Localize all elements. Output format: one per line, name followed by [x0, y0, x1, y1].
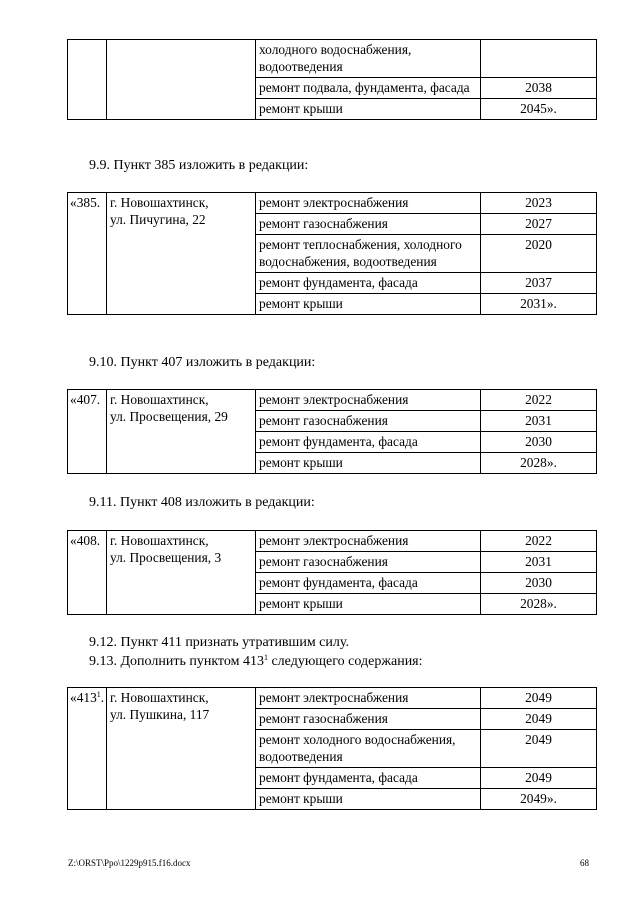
year-cell: 2037 [481, 273, 597, 294]
paragraph-9-9: 9.9. Пункт 385 изложить в редакции: [89, 158, 309, 173]
address-city: г. Новошахтинск, [110, 533, 209, 548]
paragraph-text: следующего содержания: [267, 654, 423, 669]
work-cell: ремонт крыши [256, 99, 481, 120]
paragraph-9-13 [89, 653, 423, 671]
address-street: ул. Просвещения, 3 [110, 550, 222, 565]
work-cell: ремонт крыши [256, 453, 481, 474]
year-cell: 2045». [481, 99, 597, 120]
address-city: г. Новошахтинск, [110, 392, 209, 407]
year-cell: 2028». [481, 594, 597, 615]
work-cell: ремонт подвала, фундамента, фасада [256, 78, 481, 99]
year-cell: 2022 [481, 531, 597, 552]
item-number-cell [68, 688, 107, 810]
item-number-dot: . [100, 690, 105, 705]
address-cell [107, 40, 256, 120]
superscript: 1 [96, 690, 101, 699]
table-row [68, 688, 597, 709]
year-cell [481, 40, 597, 78]
paragraph-9-11: 9.11. Пункт 408 изложить в редакции: [89, 495, 315, 510]
item-number-cell: «408. [68, 531, 107, 615]
work-cell: ремонт крыши [256, 294, 481, 315]
year-cell: 2030 [481, 432, 597, 453]
work-cell: ремонт электроснабжения [256, 531, 481, 552]
table-385 [67, 192, 597, 315]
year-cell: 2049». [481, 789, 597, 810]
year-cell: 2031 [481, 552, 597, 573]
address-city: г. Новошахтинск, [110, 195, 209, 210]
work-cell: ремонт фундамента, фасада [256, 273, 481, 294]
footer-page-number: 68 [580, 858, 589, 868]
year-cell: 2049 [481, 730, 597, 768]
table-413-1 [67, 687, 597, 810]
address-street: ул. Просвещения, 29 [110, 409, 228, 424]
address-street: ул. Пичугина, 22 [110, 212, 206, 227]
year-cell: 2049 [481, 768, 597, 789]
year-cell: 2031 [481, 411, 597, 432]
year-cell: 2028». [481, 453, 597, 474]
item-number: «413 [70, 690, 97, 705]
table-row [68, 40, 597, 78]
table-row [68, 390, 597, 411]
superscript: 1 [263, 653, 268, 662]
year-cell: 2023 [481, 193, 597, 214]
item-number-cell: «407. [68, 390, 107, 474]
work-cell: ремонт крыши [256, 789, 481, 810]
year-cell: 2049 [481, 688, 597, 709]
paragraph-text: 9.13. Дополнить пунктом 413 [89, 654, 264, 669]
year-cell: 2020 [481, 235, 597, 273]
work-cell: ремонт крыши [256, 594, 481, 615]
table-407 [67, 389, 597, 474]
footer-file-path: Z:\ORST\Ppo\1229p915.f16.docx [68, 858, 191, 868]
work-cell: ремонт электроснабжения [256, 390, 481, 411]
year-cell: 2027 [481, 214, 597, 235]
address-cell [107, 531, 256, 615]
work-cell: ремонт фундамента, фасада [256, 432, 481, 453]
table-row [68, 193, 597, 214]
work-cell: ремонт фундамента, фасада [256, 573, 481, 594]
address-cell [107, 688, 256, 810]
item-number-cell: «385. [68, 193, 107, 315]
work-cell: ремонт газоснабжения [256, 411, 481, 432]
work-cell: ремонт газоснабжения [256, 709, 481, 730]
address-street: ул. Пушкина, 117 [110, 707, 210, 722]
work-cell: ремонт электроснабжения [256, 688, 481, 709]
work-cell: ремонт фундамента, фасада [256, 768, 481, 789]
table-408 [67, 530, 597, 615]
table-continuation [67, 39, 597, 120]
year-cell: 2038 [481, 78, 597, 99]
work-cell: ремонт холодного водоснабжения, водоотведения [256, 730, 481, 768]
paragraph-9-12: 9.12. Пункт 411 признать утратившим силу. [89, 635, 349, 650]
year-cell: 2049 [481, 709, 597, 730]
address-cell [107, 390, 256, 474]
work-cell: ремонт газоснабжения [256, 552, 481, 573]
address-cell [107, 193, 256, 315]
address-city: г. Новошахтинск, [110, 690, 209, 705]
year-cell: 2031». [481, 294, 597, 315]
paragraph-9-10: 9.10. Пункт 407 изложить в редакции: [89, 355, 316, 370]
work-cell: холодного водоснабжения, водоотведения [256, 40, 481, 78]
year-cell: 2022 [481, 390, 597, 411]
work-cell: ремонт теплоснабжения, холодного водоснабжения, водоотведения [256, 235, 481, 273]
work-cell: ремонт газоснабжения [256, 214, 481, 235]
year-cell: 2030 [481, 573, 597, 594]
table-row [68, 531, 597, 552]
item-number-cell [68, 40, 107, 120]
work-cell: ремонт электроснабжения [256, 193, 481, 214]
